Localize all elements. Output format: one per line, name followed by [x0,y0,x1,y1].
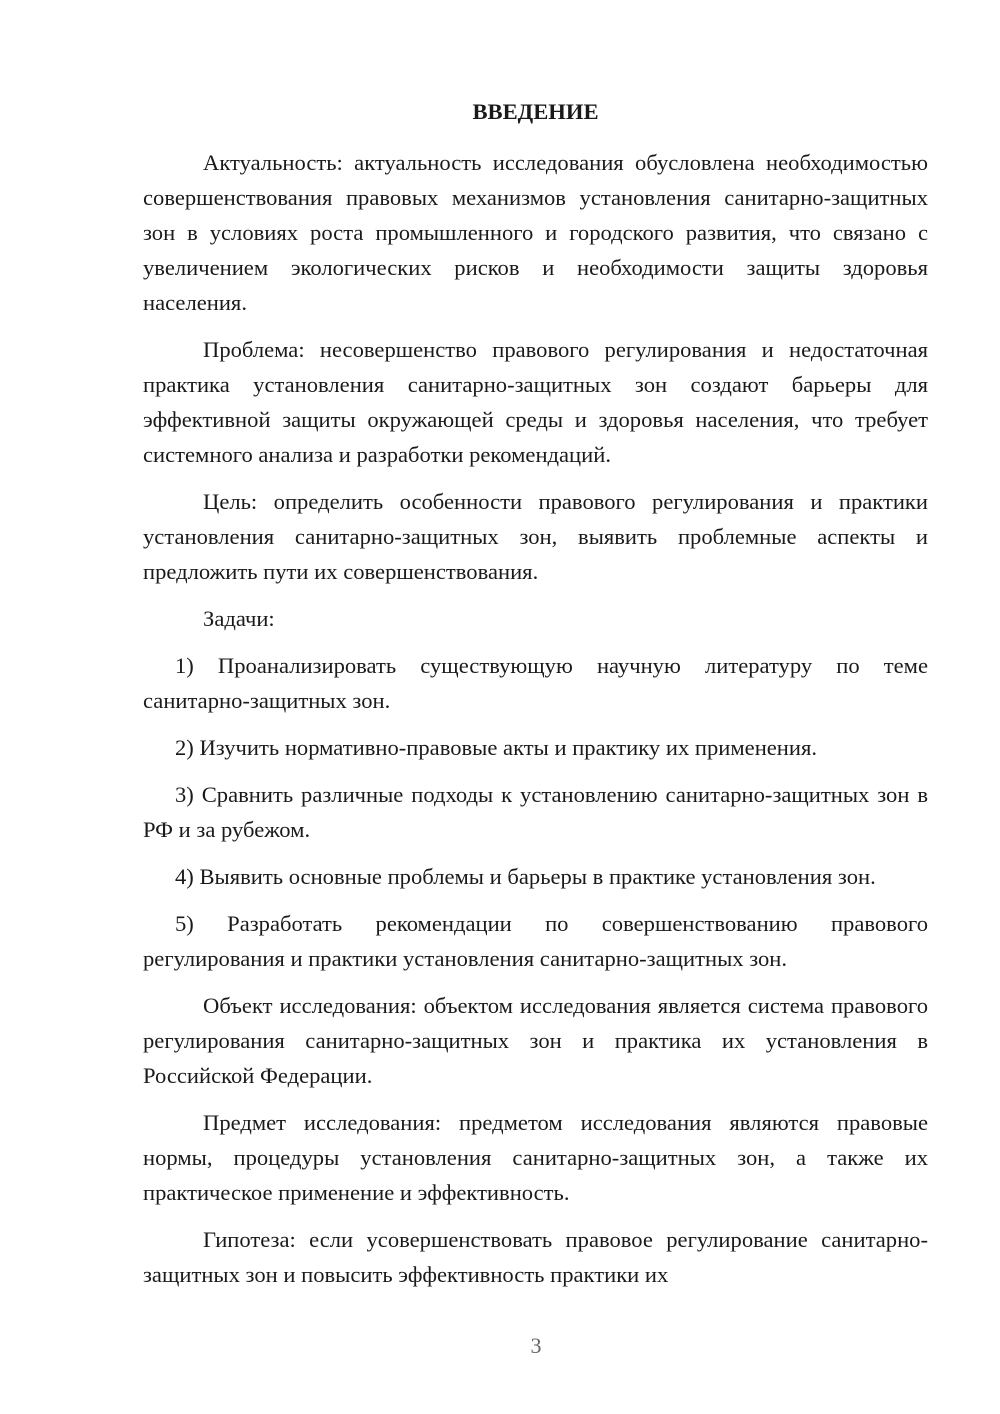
paragraph-tasks-heading: Задачи: [203,606,275,631]
page-title: ВВЕДЕНИЕ [472,99,599,124]
paragraph-relevance: Актуальность: актуальность исследования обусловлена необходимостью совершенствования правовых механизмов установления санитарно-защитных зон в условиях роста промышленного и городского развития, что связано с увеличением экологических рисков и необходимости защиты здоровья населения. [143,150,928,315]
page-number: 3 [530,1333,542,1358]
task-item-3: 3) Сравнить различные подходы к установлению санитарно-защитных зон в РФ и за рубежом. [143,782,928,842]
task-item-4: 4) Выявить основные проблемы и барьеры в практике установления зон. [175,864,876,889]
paragraph-problem: Проблема: несовершенство правового регулирования и недостаточная практика установления санитарно-защитных зон создают барьеры для эффективной защиты окружающей среды и здоровья населения, что требует системного анализа и разработки рекомендаций. [143,337,928,467]
paragraph-object: Объект исследования: объектом исследования является система правового регулирования санитарно-защитных зон и практика их установления в Российской Федерации. [143,993,928,1088]
task-item-2: 2) Изучить нормативно-правовые акты и практику их применения. [175,735,818,760]
paragraph-subject: Предмет исследования: предметом исследования являются правовые нормы, процедуры установления санитарно-защитных зон, а также их практическое применение и эффективность. [143,1110,928,1205]
task-item-5: 5) Разработать рекомендации по совершенствованию правового регулирования и практики установления санитарно-защитных зон. [143,911,928,971]
paragraph-hypothesis: Гипотеза: если усовершенствовать правовое регулирование санитарно-защитных зон и повысить эффективность практики их [143,1227,928,1287]
task-item-1: 1) Проанализировать существующую научную литературу по теме санитарно-защитных зон. [143,653,928,713]
paragraph-goal: Цель: определить особенности правового регулирования и практики установления санитарно-защитных зон, выявить проблемные аспекты и предложить пути их совершенствования. [143,489,928,584]
document-page [143,94,928,1304]
